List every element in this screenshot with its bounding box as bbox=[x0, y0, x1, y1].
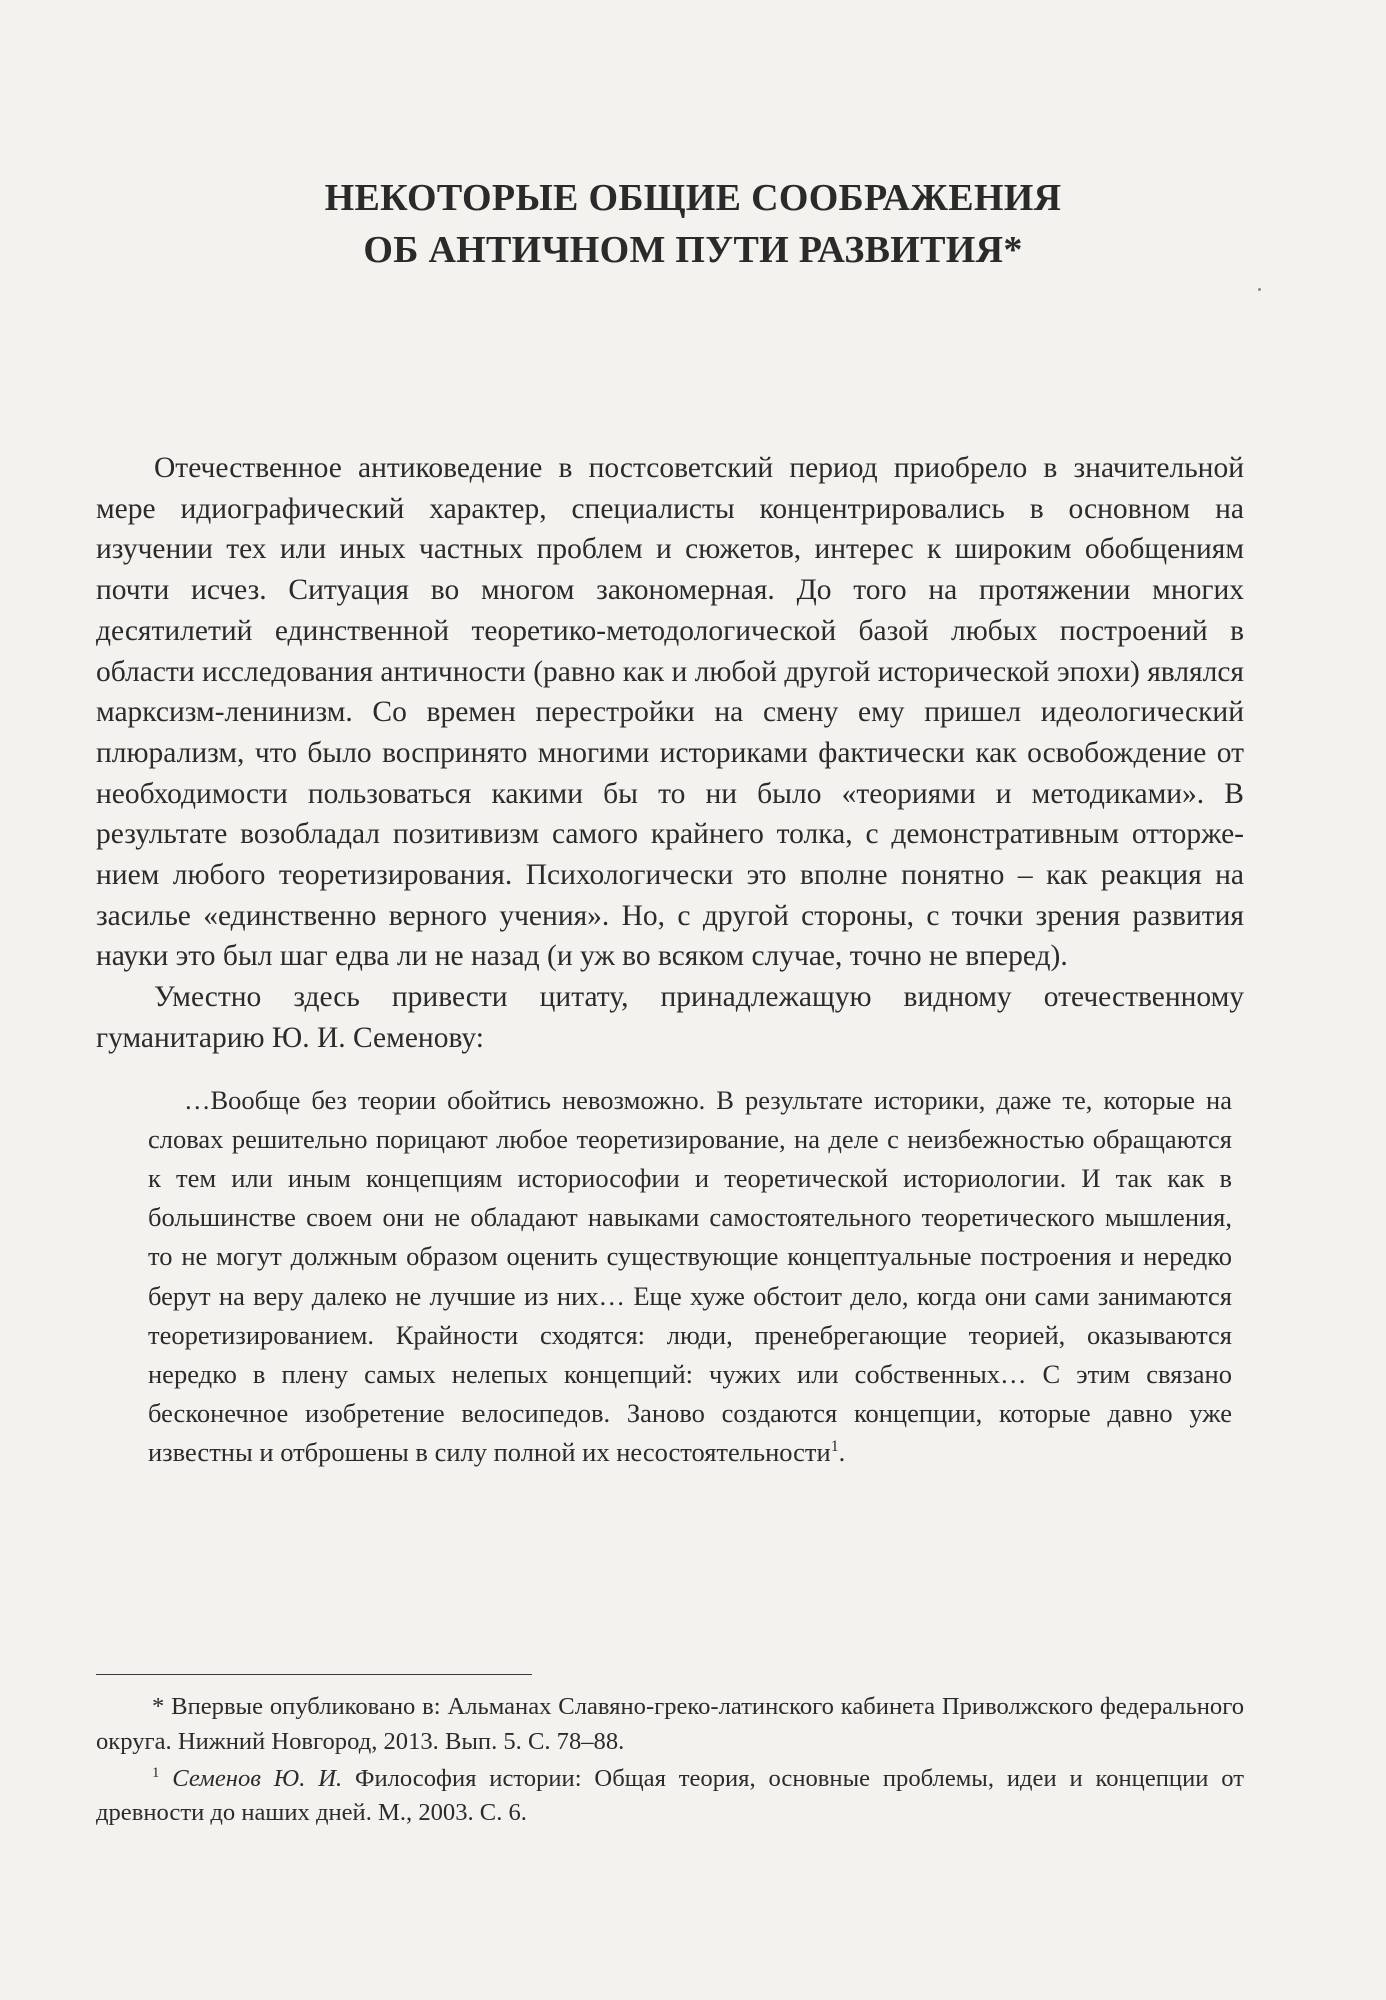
footnote-1-author: Семенов Ю. И. bbox=[172, 1764, 343, 1792]
main-text bbox=[96, 448, 1244, 1473]
page-title bbox=[0, 172, 1386, 276]
quote-end: . bbox=[838, 1437, 846, 1468]
footnote-star-mark: * bbox=[152, 1693, 165, 1720]
title-line-2: ОБ АНТИЧНОМ ПУТИ РАЗВИТИЯ* bbox=[363, 229, 1023, 271]
footnote-ref-1[interactable]: 1 bbox=[830, 1438, 839, 1456]
footnote-1 bbox=[96, 1762, 1244, 1832]
footnotes bbox=[96, 1690, 1244, 1833]
paragraph-1: Отечественное антиковедение в постсоветский период приобрело в значительной мере идиографический характер, специалисты концентрировались в основном на изучении тех или иных частных проблем и сюжетов, интерес к широким обобщениям почти исчез. Ситуация во многом закономерная. До того на протяжении многих десятилетий единственной теоретико-методологической базой любых построений в области исследования античности (равно как и любой другой исторической эпохи) являлся марксизм-ленинизм. Со времен перестройки на смену ему пришел идеологический плюрализм, что было воспринято многими историками фактически как освобождение от необходимости пользоваться какими бы то ни было «теориями и методиками». В результате возобладал позитивизм самого крайнего толка, с демонстративным отторжением любого теоретизирования. Психологически это вполне понятно – как реакция на засилье «единственно верного учения». Но, с другой стороны, с точки зрения развития науки это был шаг едва ли не назад (и уж во всяком случае, точно не вперед). bbox=[96, 452, 1244, 973]
footnote-1-text: Философия истории: Общая теория, основные проблемы, идеи и концепции от древности до наших дней. М., 2003. С. 6. bbox=[96, 1764, 1245, 1827]
title-line-1: НЕКОТОРЫЕ ОБЩИЕ СООБРАЖЕНИЯ bbox=[324, 177, 1062, 219]
block-quote bbox=[148, 1081, 1232, 1473]
scan-speck bbox=[1258, 288, 1261, 291]
footnote-star bbox=[96, 1690, 1244, 1760]
quote-text: …Вообще без теории обойтись невозможно. В результате историки, даже те, которые на словах решительно порицают любое теоретизирование, на деле с неизбежностью обращаются к тем или иным концепциям историософии и теоретической историологии. И так как в большинстве своем они не обладают навыками самостоятельного теоретического мышления, то не могут должным образом оценить существующие концептуальные построения и нередко берут на веру далеко не лучшие из них… Еще хуже обстоит дело, когда они сами занимаются теоретизированием. Крайности сходятся: люди, пренебрегающие теорией, оказываются нередко в плену самых нелепых концепций: чужих или собственных… С этим связано бесконечное изобретение велосипедов. Заново создаются концепции, которые давно уже известны и отброшены в силу полной их несостоятельности bbox=[148, 1084, 1232, 1468]
footnote-1-mark: 1 bbox=[152, 1764, 160, 1781]
footnote-star-text: Впервые опубликовано в: Альманах Славяно-греко-латинского кабинета Приволжского федерального округа. Нижний Новгород, 2013. Вып. 5. С. 78–88. bbox=[96, 1693, 1244, 1755]
footnote-divider bbox=[96, 1674, 532, 1675]
paragraph-2: Уместно здесь привести цитату, принадлежащую видному отечественному гуманитарию Ю. И. Семенову: bbox=[96, 981, 1244, 1054]
